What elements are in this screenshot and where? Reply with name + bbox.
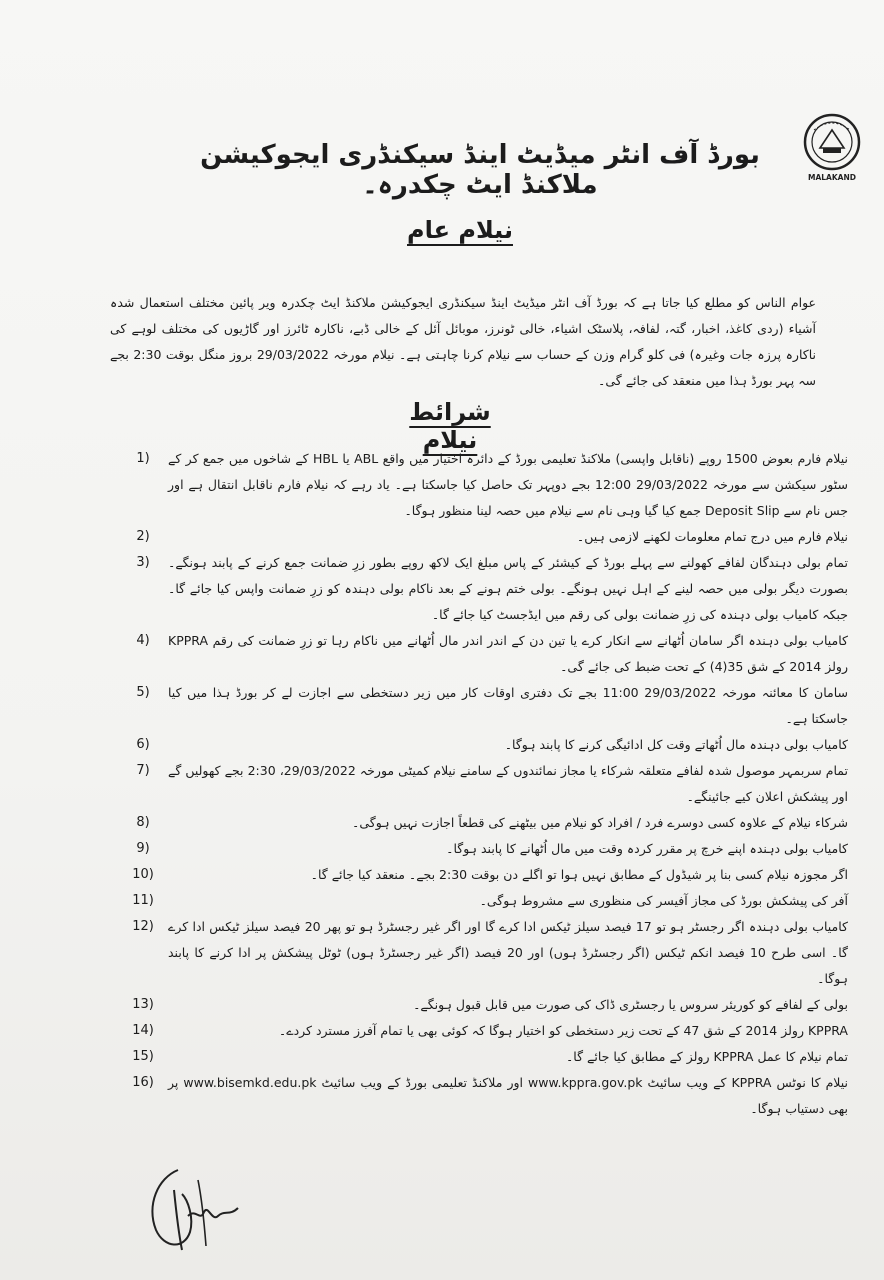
heading-public-auction: نیلام عام	[407, 216, 513, 244]
term-item	[118, 914, 848, 992]
term-number: 13)	[132, 997, 154, 1012]
term-item	[118, 446, 848, 524]
term-text: کامیاب بولی دہندہ اگر سامان اُٹھانے سے انکار کرے یا تین دن کے اندر اندر مال اُٹھانے میں ناکام رہا تو زرِ ضمانت کی رقم KPPRA رولز 2014 کے شق 35(4) کے تحت ضبط کی جائے گی۔	[168, 633, 848, 674]
term-item	[118, 732, 848, 758]
term-text: KPPRA رولز 2014 کے شق 47 کے تحت زیر دستخطی کو اختیار ہوگا کہ کوئی بھی یا تمام آفرز مسترد کردے۔	[278, 1023, 848, 1038]
seal-caption: MALAKAND	[808, 173, 856, 182]
term-number: 15)	[132, 1049, 154, 1064]
term-text: شرکاء نیلام کے علاوہ کسی دوسرے فرد / افراد کو نیلام میں بیٹھنے کی قطعاً اجازت نہیں ہوگی۔	[352, 815, 848, 830]
term-number: 10)	[132, 867, 154, 882]
term-item	[118, 862, 848, 888]
term-number: 9)	[136, 841, 150, 856]
term-text: کامیاب بولی دہندہ اگر رجسٹر ہو تو 17 فیصد سیلز ٹیکس ادا کرے گا اور اگر غیر رجسٹرڈ ہو تو پھر 20 فیصد سیلز ٹیکس ادا کرے گا۔ اسی طرح 10 فیصد انکم ٹیکس (اگر رجسٹرڈ ہوں) اور 20 فیصد (اگر غیر رجسٹرڈ ہوں) ٹوٹل پیشکش پر ادا کرنے کا پابند ہوگا۔	[168, 919, 849, 986]
term-text: بولی کے لفافے کو کوریئر سروس یا رجسٹری ڈاک کی صورت میں قابل قبول ہونگے۔	[413, 997, 848, 1012]
signature-icon	[138, 1150, 248, 1260]
terms-list	[118, 446, 848, 1122]
term-number: 6)	[136, 737, 150, 752]
term-number: 1)	[136, 451, 150, 466]
term-text: اگر مجوزہ نیلام کسی بنا پر شیڈول کے مطابق نہیں ہوا تو اگلے دن بوقت 2:30 بجے۔ منعقد کیا جائے گا۔	[310, 867, 848, 882]
term-item	[118, 1018, 848, 1044]
term-item	[118, 680, 848, 732]
term-text: کامیاب بولی دہندہ اپنے خرچ پر مقرر کردہ وقت میں مال اُٹھانے کا پابند ہوگا۔	[446, 841, 848, 856]
term-number: 16)	[132, 1075, 154, 1090]
term-number: 12)	[132, 919, 154, 934]
term-item	[118, 1044, 848, 1070]
term-number: 8)	[136, 815, 150, 830]
term-number: 2)	[136, 529, 150, 544]
term-number: 11)	[132, 893, 154, 908]
board-seal-icon	[800, 112, 864, 186]
term-text: تمام نیلام کا عمل KPPRA رولز کے مطابق کیا جائے گا۔	[565, 1049, 848, 1064]
term-item	[118, 888, 848, 914]
term-number: 7)	[136, 763, 150, 778]
term-item	[118, 992, 848, 1018]
term-number: 4)	[136, 633, 150, 648]
term-number: 14)	[132, 1023, 154, 1038]
term-text: سامان کا معائنہ مورخہ 29/03/2022 11:00 بجے تک دفتری اوقات کار میں زیر دستخطی سے اجازت لے کر بورڈ ہذا میں کیا جاسکتا ہے۔	[168, 685, 848, 726]
term-item	[118, 758, 848, 810]
term-text: نیلام فارم میں درج تمام معلومات لکھنے لازمی ہیں۔	[576, 529, 848, 544]
term-item	[118, 836, 848, 862]
term-item	[118, 1070, 848, 1122]
term-text: تمام بولی دہندگان لفافے کھولنے سے پہلے بورڈ کے کیشئر کے پاس مبلغ ایک لاکھ روپے بطور زرِ ضمانت جمع کرنے کے پابند ہونگے۔ بصورت دیگر بولی میں حصہ لینے کے اہل نہیں ہونگے۔ بولی ختم ہونے کے بعد ناکام بولی دہندہ کو زرِ ضمانت واپس کیا جائے گا۔ جبکہ کامیاب بولی دہندہ کی زرِ ضمانت بولی کی رقم میں ایڈجسٹ کیا جائے گا۔	[168, 555, 848, 622]
term-text: کامیاب بولی دہندہ مال اُٹھاتے وقت کل ادائیگی کرنے کا پابند ہوگا۔	[504, 737, 848, 752]
term-item	[118, 550, 848, 628]
heading-auction-terms: شرائط نیلام	[409, 398, 491, 454]
term-text: نیلام کا نوٹس KPPRA کے ویب سائیٹ www.kppra.gov.pk اور ملاکنڈ تعلیمی بورڈ کے ویب سائیٹ www.bisemkd.edu.pk پر بھی دستیاب ہوگا۔	[168, 1075, 849, 1116]
term-item	[118, 810, 848, 836]
term-text: نیلام فارم بعوض 1500 روپے (ناقابل واپسی) ملاکنڈ تعلیمی بورڈ کے دائرہ اختیار میں واقع ABL یا HBL کے شاخوں میں جمع کر کے سٹور سیکشن سے مورخہ 29/03/2022 12:00 بجے دوپہر تک حاصل کیا جاسکتا ہے۔ یاد رہے کہ نیلام فارم ناقابل انتقال ہے اور جس نام سے Deposit Slip جمع کیا گیا وہی نام سے نیلام میں حصہ لینا منظور ہوگا۔	[168, 451, 849, 518]
term-number: 5)	[136, 685, 150, 700]
term-item	[118, 524, 848, 550]
term-item	[118, 628, 848, 680]
term-text: آفر کی پیشکش بورڈ کی مجاز آفیسر کی منظوری سے مشروط ہوگی۔	[479, 893, 848, 908]
term-number: 3)	[136, 555, 150, 570]
intro-paragraph: عوام الناس کو مطلع کیا جاتا ہے کہ بورڈ آف انٹر میڈیٹ اینڈ سیکنڈری ایجوکیشن ملاکنڈ ایٹ چکدرہ ویر پائین مختلف استعمال شدہ آشیاء (ردی کاغذ، اخبار، گتہ، لفافہ، پلاسٹک اشیاء، خالی ٹونرز، موبائل آئل کے خالی ڈبے، ناکارہ ٹائرز اور گاڑیوں کی مختلف لوہے کی ناکارہ پرزہ جات وغیرہ) فی کلو گرام وزن کے حساب سے نیلام کرنا چاہتی ہے۔ نیلام مورخہ 29/03/2022 بروز منگل بوقت 2:30 بجے سہ پہر بورڈ ہذا میں منعقد کی جائے گی۔	[110, 295, 816, 388]
term-text: تمام سربمہر موصول شدہ لفافے متعلقہ شرکاء یا مجاز نمائندوں کے سامنے نیلام کمیٹی مورخہ 29/03/2022، 2:30 بجے کھولیں گے اور پیشکش اعلان کیے جائینگے۔	[168, 763, 848, 804]
document-title: بورڈ آف انٹر میڈیٹ اینڈ سیکنڈری ایجوکیشن ملاکنڈ ایٹ چکدرہ۔	[200, 140, 760, 200]
